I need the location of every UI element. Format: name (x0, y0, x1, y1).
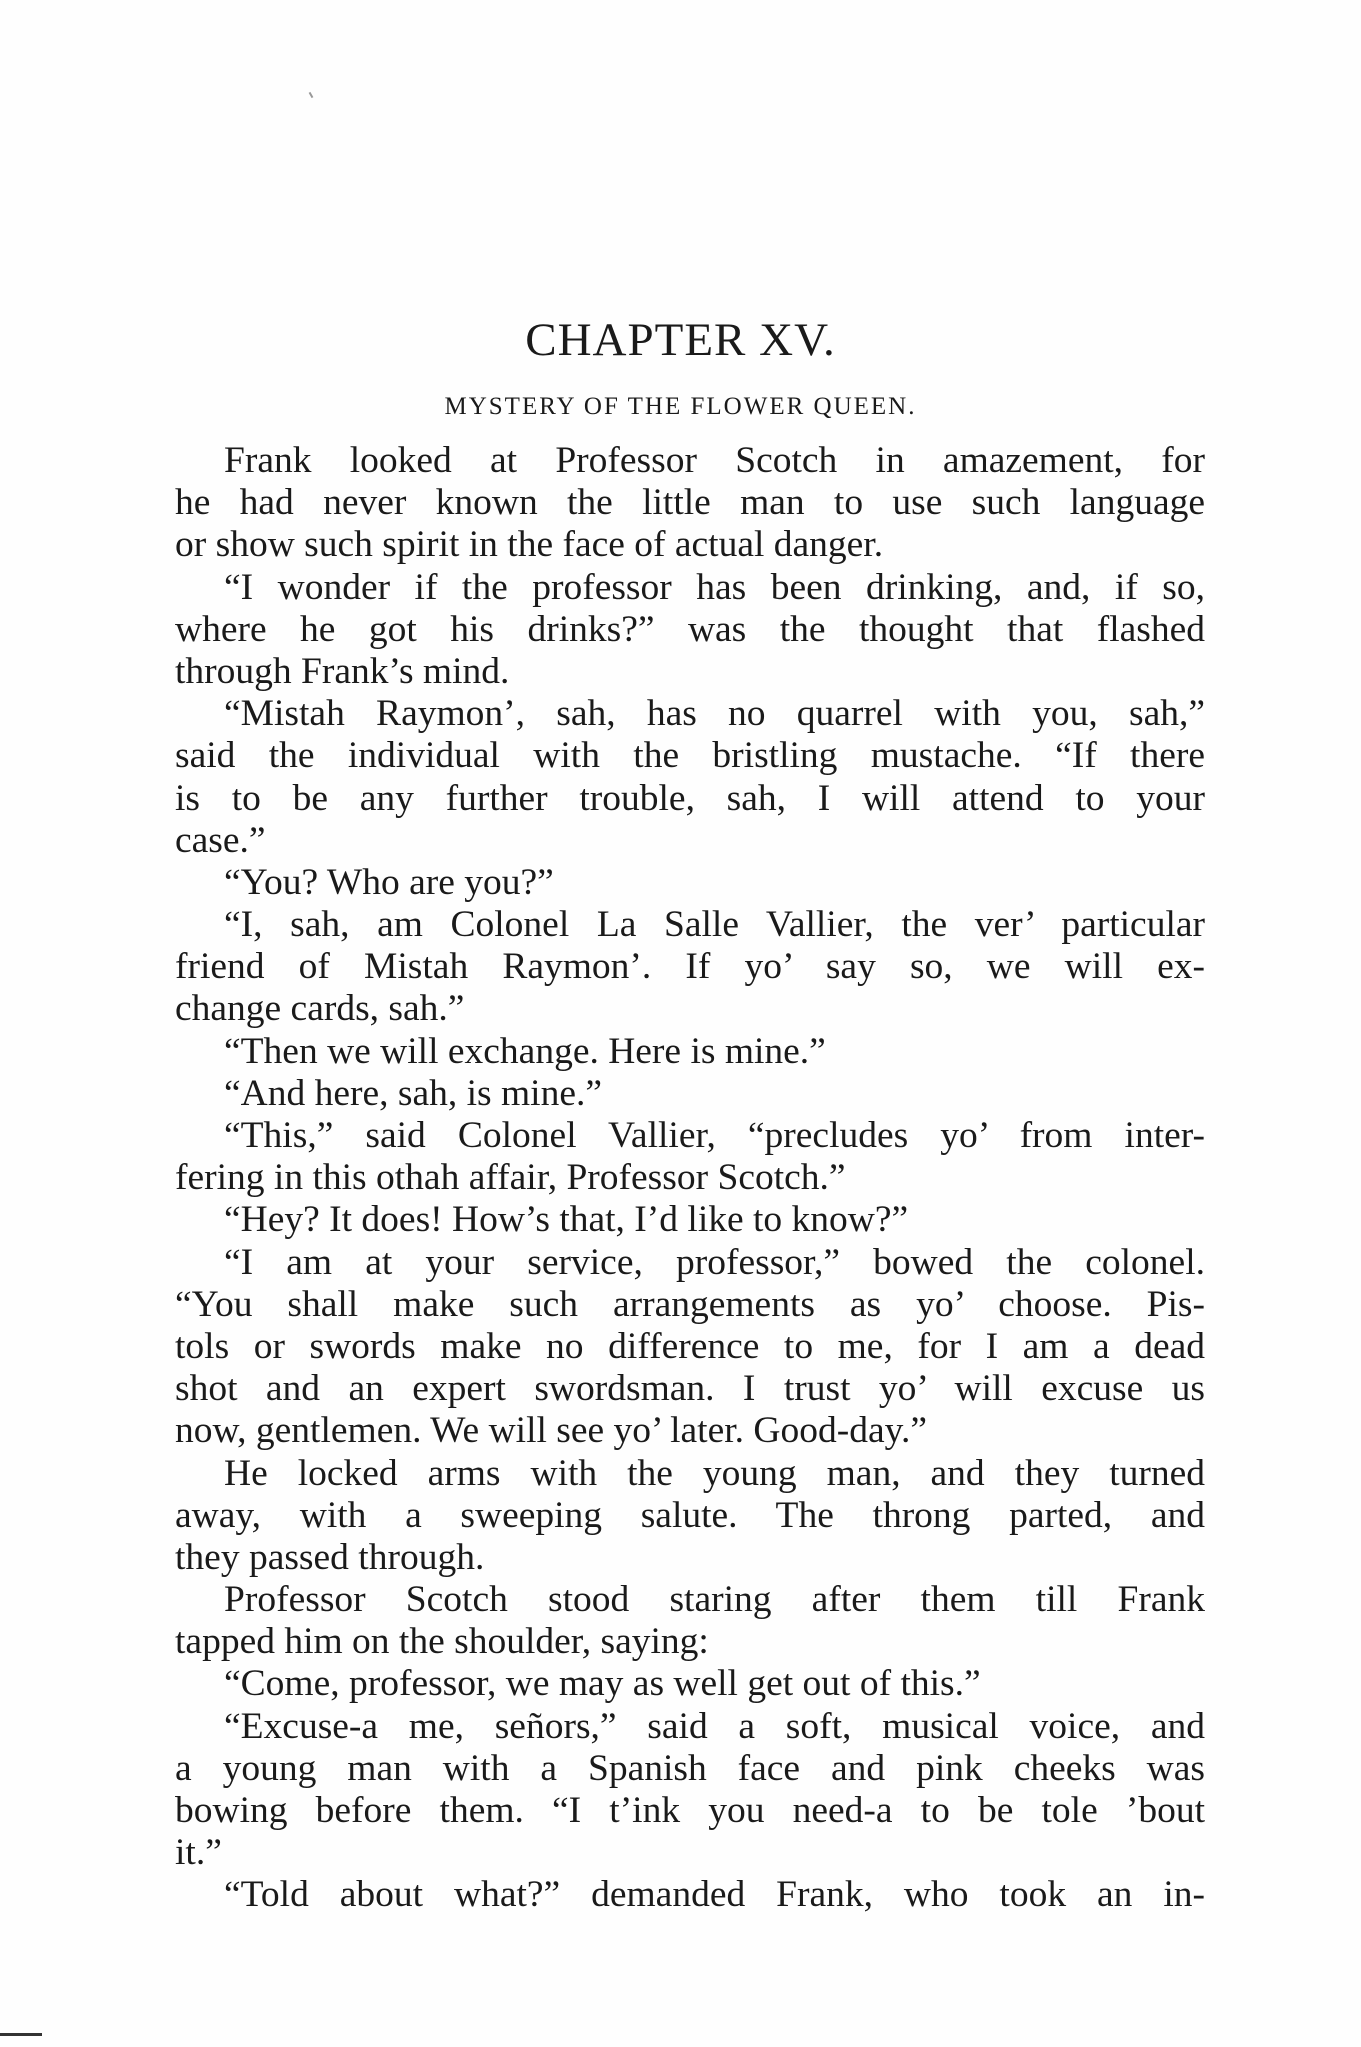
text-line: where he got his drinks?” was the thought that flashed (175, 608, 1205, 650)
text-line: said the individual with the bristling mustache. “If there (175, 735, 1205, 777)
text-line: it.” (175, 1832, 222, 1874)
text-line: “Excuse-a me, señors,” said a soft, musical voice, and (224, 1705, 1205, 1747)
text-line: “And here, sah, is mine.” (224, 1072, 603, 1114)
chapter-subtitle: MYSTERY OF THE FLOWER QUEEN. (444, 393, 917, 420)
text-line: a young man with a Spanish face and pink cheeks was (175, 1747, 1205, 1789)
text-line: case.” (175, 819, 266, 861)
text-line: away, with a sweeping salute. The throng parted, and (175, 1494, 1205, 1536)
text-line: “I, sah, am Colonel La Salle Vallier, the ver’ particular (224, 904, 1205, 946)
chapter-heading: CHAPTER XV. (525, 314, 836, 366)
margin-mark (0, 2033, 42, 2036)
text-line: friend of Mistah Raymon’. If yo’ say so, we will ex- (175, 946, 1205, 988)
text-line: he had never known the little man to use such language (175, 482, 1205, 524)
text-line: “This,” said Colonel Vallier, “precludes yo’ from inter- (224, 1115, 1205, 1156)
text-line: shot and an expert swordsman. I trust yo’ will excuse us (175, 1368, 1205, 1410)
text-line: He locked arms with the young man, and they turned (224, 1452, 1205, 1494)
text-line: Professor Scotch stood staring after them till Frank (224, 1579, 1205, 1621)
print-speck (309, 92, 314, 98)
text-line: “I am at your service, professor,” bowed the colonel. (224, 1241, 1205, 1283)
text-line: fering in this othah affair, Professor Scotch.” (175, 1157, 846, 1199)
text-line: through Frank’s mind. (175, 650, 510, 692)
text-line: now, gentlemen. We will see yo’ later. Good-day.” (175, 1410, 927, 1452)
text-line: they passed through. (175, 1536, 485, 1578)
text-line: bowing before them. “I t’ink you need-a to be tole ’bout (175, 1790, 1205, 1831)
text-line: “Hey? It does! How’s that, I’d like to know?” (224, 1199, 909, 1241)
text-line: or show such spirit in the face of actual danger. (175, 524, 884, 566)
text-line: “Mistah Raymon’, sah, has no quarrel with you, sah,” (224, 693, 1205, 735)
text-line: Frank looked at Professor Scotch in amazement, for (224, 440, 1205, 481)
text-line: is to be any further trouble, sah, I will attend to your (175, 777, 1205, 819)
body-text (175, 440, 1205, 1917)
text-line: change cards, sah.” (175, 988, 465, 1030)
text-line: “Come, professor, we may as well get out of this.” (224, 1663, 981, 1705)
text-line: tapped him on the shoulder, saying: (175, 1621, 709, 1663)
text-line: tols or swords make no difference to me, for I am a dead (175, 1325, 1205, 1367)
text-line: “Then we will exchange. Here is mine.” (224, 1030, 826, 1072)
text-line: “Told about what?” demanded Frank, who took an in- (224, 1874, 1205, 1916)
text-line: “I wonder if the professor has been drinking, and, if so, (224, 566, 1205, 608)
text-line: “You shall make such arrangements as yo’ choose. Pis- (175, 1283, 1205, 1325)
text-line: “You? Who are you?” (224, 861, 554, 903)
